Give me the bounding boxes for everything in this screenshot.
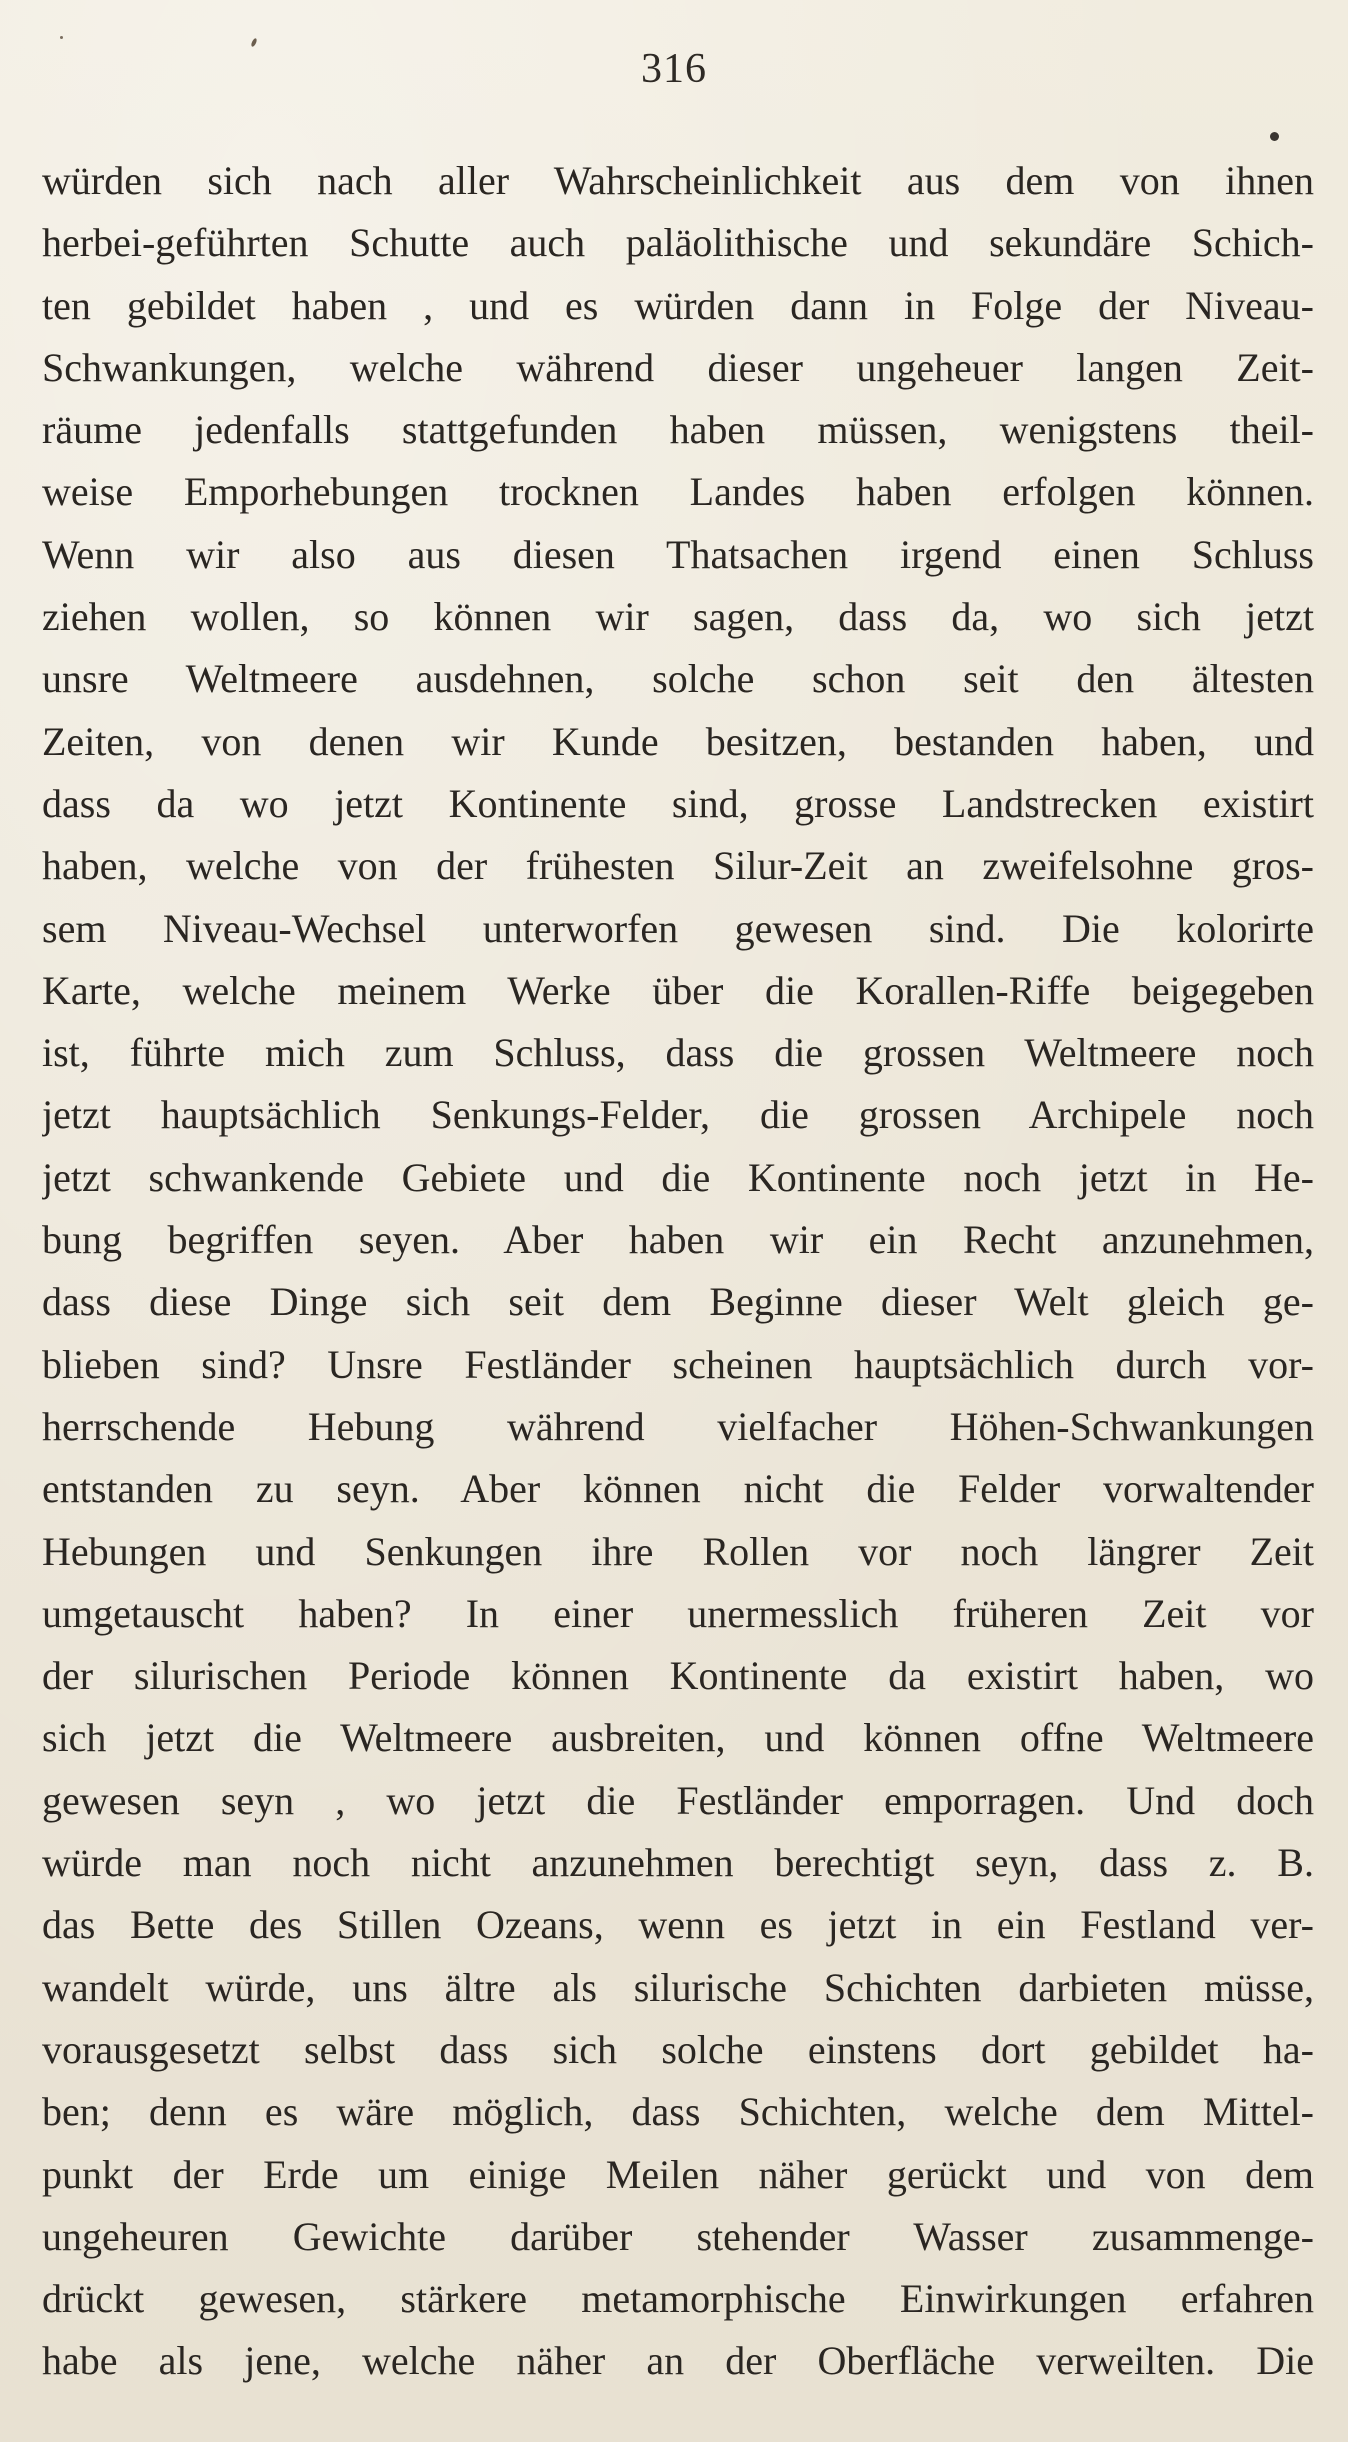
text-line: haben, welche von der frühesten Silur-Zeit an zweifelsohne gros- [42, 843, 1314, 889]
text-line: sem Niveau-Wechsel unterworfen gewesen sind. Die kolorirte [42, 905, 1314, 951]
text-line: Hebungen und Senkungen ihre Rollen vor noch längrer Zeit [42, 1528, 1314, 1574]
text-line: unsre Weltmeere ausdehnen, solche schon seit den ältesten [42, 656, 1314, 702]
text-line: habe als jene, welche näher an der Oberfläche verweilten. Die [42, 2338, 1314, 2384]
text-line: Wenn wir also aus diesen Thatsachen irgend einen Schluss [42, 531, 1314, 577]
text-line: ist, führte mich zum Schluss, dass die grossen Weltmeere noch [42, 1030, 1314, 1076]
text-line: herrschende Hebung während vielfacher Höhen-Schwankungen [42, 1403, 1314, 1449]
text-line: der silurischen Periode können Kontinente da existirt haben, wo [42, 1653, 1314, 1699]
text-line: dass da wo jetzt Kontinente sind, grosse Landstrecken existirt [42, 780, 1314, 826]
text-line: wandelt würde, uns ältre als silurische Schichten darbieten müsse, [42, 1964, 1314, 2010]
text-line: blieben sind? Unsre Festländer scheinen hauptsächlich durch vor- [42, 1341, 1314, 1387]
text-line: entstanden zu seyn. Aber können nicht die Felder vorwaltender [42, 1466, 1314, 1512]
text-line: räume jedenfalls stattgefunden haben müssen, wenigstens theil- [42, 407, 1314, 453]
text-line: würden sich nach aller Wahrscheinlichkeit aus dem von ihnen [42, 158, 1314, 203]
text-line: Zeiten, von denen wir Kunde besitzen, bestanden haben, und [42, 718, 1314, 764]
text-line: ungeheuren Gewichte darüber stehender Wasser zusammenge- [42, 2213, 1314, 2259]
text-line: jetzt hauptsächlich Senkungs-Felder, die grossen Archipele noch [42, 1092, 1314, 1138]
ink-speck [1270, 132, 1279, 141]
ink-speck [60, 36, 63, 39]
text-line: gewesen seyn , wo jetzt die Festländer emporragen. Und doch [42, 1777, 1314, 1823]
text-line: Schwankungen, welche während dieser ungeheuer langen Zeit- [42, 344, 1314, 390]
page-number: 316 [641, 46, 707, 92]
text-line: weise Emporhebungen trocknen Landes haben erfolgen können. [42, 469, 1314, 515]
body-text [42, 150, 1314, 2393]
text-line: dass diese Dinge sich seit dem Beginne dieser Welt gleich ge- [42, 1279, 1314, 1325]
text-line: ten gebildet haben , und es würden dann in Folge der Niveau- [42, 282, 1314, 328]
text-line: ziehen wollen, so können wir sagen, dass da, wo sich jetzt [42, 594, 1314, 640]
text-line: bung begriffen seyen. Aber haben wir ein Recht anzunehmen, [42, 1217, 1314, 1263]
text-line: sich jetzt die Weltmeere ausbreiten, und können offne Weltmeere [42, 1715, 1314, 1761]
text-line: umgetauscht haben? In einer unermesslich früheren Zeit vor [42, 1590, 1314, 1636]
text-line: herbei-geführten Schutte auch paläolithische und sekundäre Schich- [42, 220, 1314, 266]
text-line: das Bette des Stillen Ozeans, wenn es jetzt in ein Festland ver- [42, 1902, 1314, 1948]
text-line: ben; denn es wäre möglich, dass Schichten, welche dem Mittel- [42, 2089, 1314, 2135]
text-line: punkt der Erde um einige Meilen näher gerückt und von dem [42, 2151, 1314, 2197]
text-line: vorausgesetzt selbst dass sich solche einstens dort gebildet ha- [42, 2026, 1314, 2072]
text-line: würde man noch nicht anzunehmen berechtigt seyn, dass z. B. [42, 1840, 1314, 1886]
text-line: jetzt schwankende Gebiete und die Kontinente noch jetzt in He- [42, 1154, 1314, 1200]
text-line: drückt gewesen, stärkere metamorphische Einwirkungen erfahren [42, 2276, 1314, 2322]
text-line: Karte, welche meinem Werke über die Korallen-Riffe beigegeben [42, 967, 1314, 1013]
